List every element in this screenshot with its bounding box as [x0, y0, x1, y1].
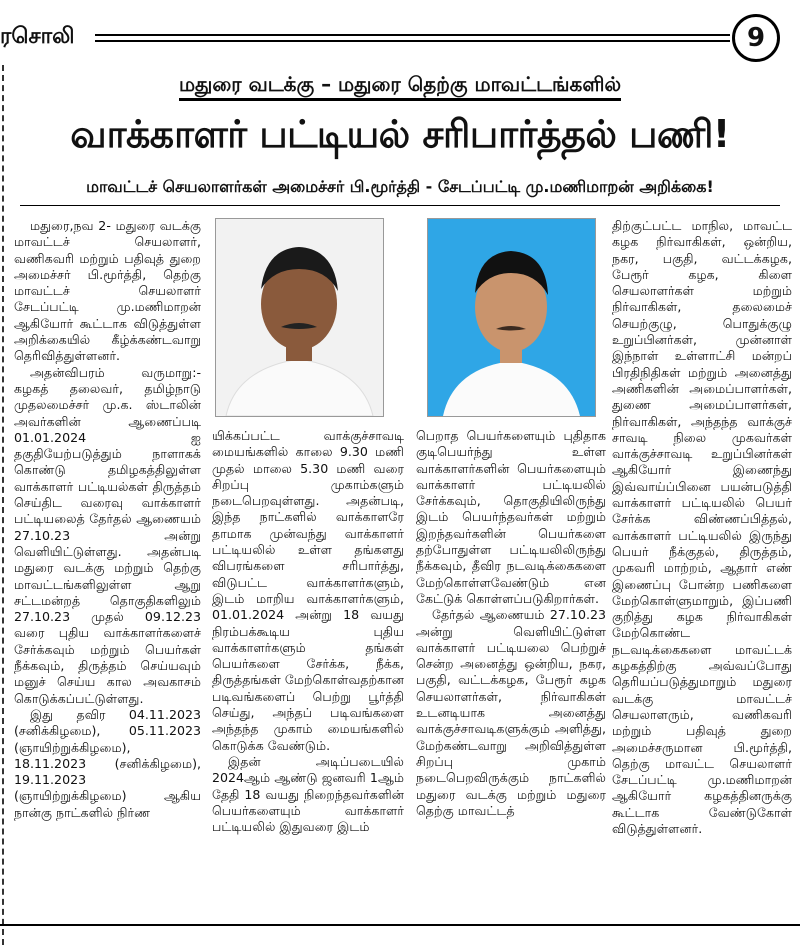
- kicker: [0, 72, 800, 99]
- page-header: [0, 22, 800, 56]
- paragraph: இது தவிர 04.11.2023 (சனிக்கிழமை), 05.11.2023 (ஞாயிற்றுக்கிழமை), 18.11.2023 (சனிக்கிழமை), 19.11.2023 (ஞாயிற்றுக்கிழமை) ஆகிய நான்கு நாட்களில் நிர்ண: [14, 706, 201, 820]
- paragraph: தேர்தல் ஆணையம் 27.10.23 அன்று வெளியிட்டுள்ள வாக்காளர் பட்டியலை பெற்றுச் சென்ற அனைத்து ஒன்றிய, நகர, பகுதி, வட்டக்கழக, பேரூர் கழக செயலாளர்கள், நிர்வாகிகள் உடனடியாக அனைத்து வாக்குச்சாவடிகளுக்கும் அளித்து, மேற்கண்டவாறு அறிவித்துள்ள சிறப்பு முகாம் நடைபெறவிருக்கும் நாட்களில் மதுரை வடக்கு மற்றும் மதுரை தெற்கு மாவட்டத்: [416, 607, 606, 818]
- column-divider: [2, 65, 4, 945]
- subheadline: மாவட்டச் செயலாளர்கள் அமைச்சர் பி.மூர்த்தி - சேடப்பட்டி மு.மணிமாறன் அறிக்கை!: [86, 177, 714, 196]
- paragraph: மதுரை,நவ 2- மதுரை வடக்கு மாவட்டச் செயலாளர், வணிகவரி மற்றும் பதிவுத் துறை அமைச்சர் பி.மூர்த்தி, தெற்கு மாவட்டச் செயலாளர் சேடப்பட்டி மு.மணிமாறன் ஆகியோர் கூட்டாக விடுத்துள்ள அறிக்கையில் கீழ்க்கண்டவாறு தெரிவித்துள்ளனர்.: [14, 218, 201, 364]
- header-rule: [95, 40, 730, 42]
- article-column-2: [212, 428, 404, 835]
- paragraph: திற்குட்பட்ட மாநில, மாவட்ட கழக நிர்வாகிகள், ஒன்றிய, நகர, பகுதி, வட்டக்கழக, பேரூர் கழக, கிளை செயலாளர்கள் மற்றும் நிர்வாகிகள், தலைமைச் செயற்குழு, பொதுக்குழு உறுப்பினர்கள், முன்னாள் இந்நாள் உள்ளாட்சி மன்றப் பிரதிநிதிகள் மற்றும் அனைத்து அணிகளின் அமைப்பாளர்கள், துணை அமைப்பாளர்கள், நிர்வாகிகள், அந்தந்த வாக்குச் சாவடி நிலை முகவர்கள் வாக்குச்சாவடி உறுப்பினர்கள் ஆகியோர் இணைந்து இவ்வாய்ப்பினை பயன்படுத்தி வாக்காளர் பட்டியலில் பெயர் சேர்க்க விண்ணப்பித்தல், வாக்காளர் பட்டியலில் இருந்து பெயர் நீக்குதல், திருத்தம், முகவரி மாற்றம், ஆதார் எண் இணைப்பு போன்ற பணிகளை மேற்கொள்ளுமாறும், இப்பணி குறித்து கழக நிர்வாகிகள் மேற்கொண்ட நடவடிக்கைகளை மாவட்டக் கழகத்திற்கு அவ்வப்போது தெரியப்படுத்துமாறும் மதுரை வடக்கு மாவட்டச் செயலாளரும், வணிகவரி மற்றும் பதிவுத் துறை அமைச்சருமான பி.மூர்த்தி, தெற்கு மாவட்ட செயலாளர் சேடப்பட்டி மு.மணிமாறன் ஆகியோர் கழகத்தினருக்கு கூட்டாக வேண்டுகோள் விடுத்துள்ளனர்.: [612, 218, 792, 836]
- page-number: 9: [732, 14, 780, 62]
- article-column-1: [14, 218, 201, 821]
- article-column-4: [612, 218, 792, 837]
- portrait-icon: [216, 219, 383, 416]
- article-column-3: [416, 428, 606, 819]
- paragraph: இதன் அடிப்படையில் 2024ஆம் ஆண்டு ஜனவரி 1ஆம் தேதி 18 வயது நிறைந்தவர்களின் பெயர்களையும் வாக்காளர் பட்டியலில் இதுவரை இடம்: [212, 753, 404, 835]
- header-rule: [95, 34, 730, 36]
- headline: வாக்காளர் பட்டியல் சரிபார்த்தல் பணி!: [70, 112, 730, 156]
- portrait-icon: [428, 219, 595, 416]
- paragraph: பெறாத பெயர்களையும் புதிதாக குடிபெயர்ந்து உள்ள வாக்காளர்களின் பெயர்களையும் வாக்காளர் பட்டியலில் சேர்க்கவும், தொகுதியிலிருந்து இடம் பெயர்ந்தவர்கள் மற்றும் இறந்தவர்களின் பெயர்களை தற்போதுள்ள பட்டியலிலிருந்து நீக்கவும், தீவிர நடவடிக்கைகளை மேற்கொள்ளவேண்டும் என கேட்டுக் கொள்ளப்படுகிறார்கள்.: [416, 428, 606, 606]
- paper-name: ரசொலி: [0, 24, 75, 49]
- photo-manimaran: [427, 218, 596, 417]
- paragraph: அதன்விபரம் வருமாறு:- கழகத் தலைவர், தமிழ்நாடு முதலமைச்சர் மு.க. ஸ்டாலின் அவர்களின் ஆணைப்படி 01.01.2024 ஐ தகுதியேற்படுத்தும் நாளாகக் கொண்டு தமிழகத்திலுள்ள வாக்காளர் பட்டியல்கள் திருத்தம் செய்திட வரைவு வாக்காளர் பட்டியலைத் தேர்தல் ஆணையம் 27.10.23 அன்று வெளியிட்டுள்ளது. அதன்படி மதுரை வடக்கு மற்றும் தெற்கு மாவட்டங்களிலுள்ள ஆறு சட்டமன்றத் தொகுதிகளிலும் 27.10.23 முதல் 09.12.23 வரை புதிய வாக்காளர்களைச் சேர்க்கவும் மற்றும் பெயர்கள் நீக்கவும், திருத்தம் செய்யவும் மனுச் செய்ய கால அவகாசம் கொடுக்கப்பட்டுள்ளது.: [14, 364, 201, 706]
- kicker-text: மதுரை வடக்கு – மதுரை தெற்கு மாவட்டங்களில்: [179, 72, 621, 101]
- photo-minister-moorthy: [215, 218, 384, 417]
- divider: [20, 205, 780, 206]
- paragraph: யிக்கப்பட்ட வாக்குச்சாவடி மையங்களில் காலை 9.30 மணி முதல் மாலை 5.30 மணி வரை சிறப்பு முகாம்களும் நடைபெறவுள்ளது. அதன்படி, இந்த நாட்களில் வாக்காளரே தாமாக முன்வந்து வாக்காளர் பட்டியலில் உள்ள தங்களது விபரங்களை சரிபார்த்து, விடுபட்ட வாக்காளர்களும், இடம் மாறிய வாக்காளர்களும், 01.01.2024 அன்று 18 வயது நிரம்பக்கூடிய புதிய வாக்காளர்களும் தங்கள் பெயர்களை சேர்க்க, நீக்க, திருத்தங்கள் மேற்கொள்வதற்கான படிவங்களைப் பெற்று பூர்த்தி செய்து, அந்தப் படிவங்களை அந்தந்த முகாம் மையங்களில் கொடுக்க வேண்டும்.: [212, 428, 404, 753]
- bottom-rule: [0, 924, 800, 945]
